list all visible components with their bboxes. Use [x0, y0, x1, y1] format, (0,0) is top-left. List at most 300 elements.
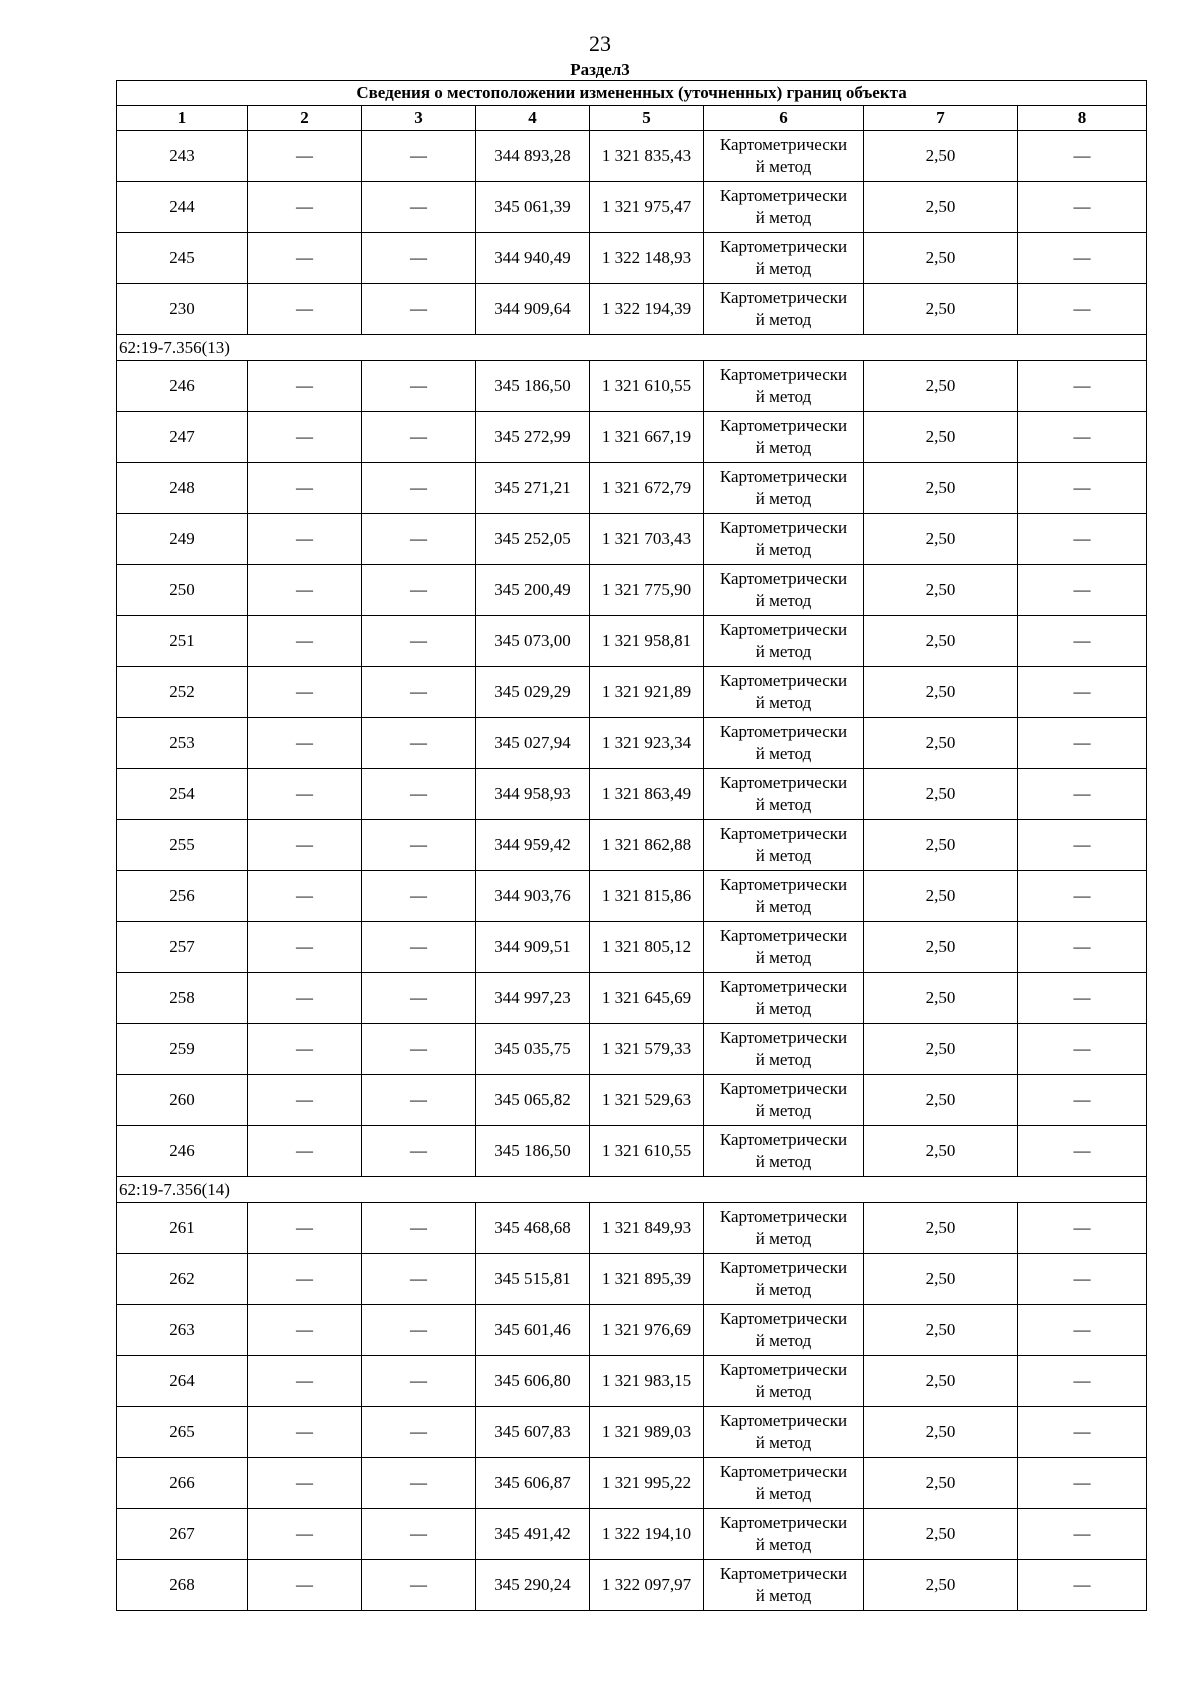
parcel-group-row [117, 1177, 1147, 1203]
coordinate-y: 1 322 194,10 [590, 1509, 704, 1560]
coordinate-y: 1 321 923,34 [590, 718, 704, 769]
empty-dash: — [362, 718, 476, 769]
empty-dash: — [248, 820, 362, 871]
method-line-1: Картометрически [719, 926, 848, 945]
empty-dash: — [248, 769, 362, 820]
coordinate-x: 345 607,83 [476, 1407, 590, 1458]
point-number: 256 [117, 871, 248, 922]
method-line-1: Картометрически [719, 1207, 848, 1226]
method-line-2: й метод [755, 489, 812, 508]
empty-dash: — [362, 1203, 476, 1254]
empty-dash: — [362, 361, 476, 412]
coordinate-y: 1 321 921,89 [590, 667, 704, 718]
coordinates-table [116, 80, 1147, 1611]
empty-dash: — [248, 1356, 362, 1407]
empty-dash: — [1018, 412, 1147, 463]
precision-value: 2,50 [864, 1458, 1018, 1509]
point-number: 267 [117, 1509, 248, 1560]
coordinate-x: 344 893,28 [476, 131, 590, 182]
determination-method [704, 973, 864, 1024]
method-line-1: Картометрически [719, 824, 848, 843]
point-number: 258 [117, 973, 248, 1024]
table-body [117, 131, 1147, 1611]
precision-value: 2,50 [864, 616, 1018, 667]
determination-method [704, 718, 864, 769]
table-row [117, 1458, 1147, 1509]
coordinate-y: 1 321 983,15 [590, 1356, 704, 1407]
precision-value: 2,50 [864, 769, 1018, 820]
empty-dash: — [1018, 820, 1147, 871]
method-line-2: й метод [755, 846, 812, 865]
column-numbers-row [117, 106, 1147, 131]
table-row [117, 667, 1147, 718]
determination-method [704, 616, 864, 667]
precision-value: 2,50 [864, 182, 1018, 233]
coordinate-x: 345 271,21 [476, 463, 590, 514]
empty-dash: — [362, 820, 476, 871]
method-line-2: й метод [755, 1433, 812, 1452]
coordinate-x: 345 606,87 [476, 1458, 590, 1509]
empty-dash: — [362, 973, 476, 1024]
empty-dash: — [362, 1407, 476, 1458]
empty-dash: — [1018, 233, 1147, 284]
coordinate-x: 344 909,51 [476, 922, 590, 973]
coordinate-y: 1 321 645,69 [590, 973, 704, 1024]
point-number: 259 [117, 1024, 248, 1075]
table-row [117, 871, 1147, 922]
empty-dash: — [1018, 718, 1147, 769]
precision-value: 2,50 [864, 233, 1018, 284]
point-number: 253 [117, 718, 248, 769]
empty-dash: — [248, 131, 362, 182]
method-line-2: й метод [755, 693, 812, 712]
empty-dash: — [1018, 769, 1147, 820]
method-line-1: Картометрически [719, 416, 848, 435]
column-number: 7 [864, 106, 1018, 131]
empty-dash: — [248, 182, 362, 233]
parcel-group-label: 62:19-7.356(14) [117, 1177, 1147, 1203]
empty-dash: — [362, 1075, 476, 1126]
table-row [117, 1509, 1147, 1560]
table-row [117, 922, 1147, 973]
point-number: 261 [117, 1203, 248, 1254]
method-line-1: Картометрически [719, 1513, 848, 1532]
method-line-2: й метод [755, 999, 812, 1018]
empty-dash: — [1018, 565, 1147, 616]
method-line-1: Картометрически [719, 620, 848, 639]
coordinate-y: 1 321 703,43 [590, 514, 704, 565]
coordinate-x: 344 909,64 [476, 284, 590, 335]
coordinate-y: 1 321 672,79 [590, 463, 704, 514]
coordinate-y: 1 321 835,43 [590, 131, 704, 182]
empty-dash: — [362, 514, 476, 565]
empty-dash: — [362, 667, 476, 718]
coordinate-y: 1 321 995,22 [590, 1458, 704, 1509]
coordinate-x: 345 186,50 [476, 1126, 590, 1177]
point-number: 264 [117, 1356, 248, 1407]
method-line-2: й метод [755, 948, 812, 967]
method-line-1: Картометрически [719, 875, 848, 894]
empty-dash: — [1018, 1305, 1147, 1356]
method-line-1: Картометрически [719, 1411, 848, 1430]
point-number: 260 [117, 1075, 248, 1126]
point-number: 249 [117, 514, 248, 565]
method-line-1: Картометрически [719, 135, 848, 154]
table-row [117, 131, 1147, 182]
determination-method [704, 1560, 864, 1611]
table-caption-row [117, 81, 1147, 106]
table-row [117, 820, 1147, 871]
empty-dash: — [362, 871, 476, 922]
coordinate-y: 1 322 097,97 [590, 1560, 704, 1611]
method-line-2: й метод [755, 157, 812, 176]
coordinate-y: 1 321 863,49 [590, 769, 704, 820]
determination-method [704, 182, 864, 233]
table-row [117, 718, 1147, 769]
determination-method [704, 922, 864, 973]
coordinate-x: 345 491,42 [476, 1509, 590, 1560]
method-line-2: й метод [755, 1331, 812, 1350]
precision-value: 2,50 [864, 1356, 1018, 1407]
method-line-2: й метод [755, 1586, 812, 1605]
method-line-2: й метод [755, 259, 812, 278]
empty-dash: — [1018, 616, 1147, 667]
column-number: 6 [704, 106, 864, 131]
coordinate-x: 344 958,93 [476, 769, 590, 820]
table-row [117, 463, 1147, 514]
point-number: 244 [117, 182, 248, 233]
empty-dash: — [362, 182, 476, 233]
empty-dash: — [1018, 1509, 1147, 1560]
empty-dash: — [248, 1126, 362, 1177]
column-number: 3 [362, 106, 476, 131]
method-line-1: Картометрически [719, 773, 848, 792]
coordinate-y: 1 321 815,86 [590, 871, 704, 922]
precision-value: 2,50 [864, 667, 1018, 718]
point-number: 230 [117, 284, 248, 335]
coordinate-y: 1 321 975,47 [590, 182, 704, 233]
method-line-2: й метод [755, 1280, 812, 1299]
empty-dash: — [248, 1075, 362, 1126]
empty-dash: — [248, 1254, 362, 1305]
point-number: 247 [117, 412, 248, 463]
empty-dash: — [1018, 1458, 1147, 1509]
point-number: 262 [117, 1254, 248, 1305]
table-row [117, 1560, 1147, 1611]
empty-dash: — [362, 1024, 476, 1075]
column-number: 5 [590, 106, 704, 131]
method-line-2: й метод [755, 1229, 812, 1248]
empty-dash: — [248, 1560, 362, 1611]
point-number: 246 [117, 361, 248, 412]
table-row [117, 1356, 1147, 1407]
coordinate-y: 1 321 579,33 [590, 1024, 704, 1075]
method-line-2: й метод [755, 1050, 812, 1069]
precision-value: 2,50 [864, 820, 1018, 871]
method-line-2: й метод [755, 591, 812, 610]
empty-dash: — [362, 922, 476, 973]
determination-method [704, 131, 864, 182]
point-number: 254 [117, 769, 248, 820]
coordinate-x: 345 061,39 [476, 182, 590, 233]
precision-value: 2,50 [864, 1407, 1018, 1458]
point-number: 266 [117, 1458, 248, 1509]
empty-dash: — [362, 769, 476, 820]
empty-dash: — [362, 284, 476, 335]
precision-value: 2,50 [864, 463, 1018, 514]
point-number: 248 [117, 463, 248, 514]
precision-value: 2,50 [864, 871, 1018, 922]
point-number: 250 [117, 565, 248, 616]
empty-dash: — [1018, 1254, 1147, 1305]
precision-value: 2,50 [864, 412, 1018, 463]
point-number: 246 [117, 1126, 248, 1177]
method-line-2: й метод [755, 795, 812, 814]
empty-dash: — [1018, 871, 1147, 922]
table-row [117, 233, 1147, 284]
coordinate-y: 1 321 610,55 [590, 1126, 704, 1177]
point-number: 265 [117, 1407, 248, 1458]
column-number: 2 [248, 106, 362, 131]
empty-dash: — [1018, 463, 1147, 514]
method-line-1: Картометрически [719, 1360, 848, 1379]
table-row [117, 1407, 1147, 1458]
point-number: 268 [117, 1560, 248, 1611]
coordinate-x: 345 515,81 [476, 1254, 590, 1305]
point-number: 263 [117, 1305, 248, 1356]
method-line-1: Картометрически [719, 365, 848, 384]
determination-method [704, 1075, 864, 1126]
precision-value: 2,50 [864, 131, 1018, 182]
method-line-1: Картометрически [719, 722, 848, 741]
column-number: 8 [1018, 106, 1147, 131]
coordinate-y: 1 322 194,39 [590, 284, 704, 335]
empty-dash: — [362, 1356, 476, 1407]
empty-dash: — [362, 616, 476, 667]
precision-value: 2,50 [864, 514, 1018, 565]
method-line-2: й метод [755, 1535, 812, 1554]
precision-value: 2,50 [864, 1024, 1018, 1075]
determination-method [704, 769, 864, 820]
empty-dash: — [362, 463, 476, 514]
coordinate-x: 345 606,80 [476, 1356, 590, 1407]
empty-dash: — [1018, 1024, 1147, 1075]
coordinate-x: 345 252,05 [476, 514, 590, 565]
coordinate-y: 1 321 775,90 [590, 565, 704, 616]
precision-value: 2,50 [864, 1254, 1018, 1305]
empty-dash: — [248, 1407, 362, 1458]
coordinate-y: 1 321 610,55 [590, 361, 704, 412]
empty-dash: — [248, 233, 362, 284]
coordinate-x: 345 272,99 [476, 412, 590, 463]
coordinate-y: 1 321 529,63 [590, 1075, 704, 1126]
empty-dash: — [248, 361, 362, 412]
empty-dash: — [248, 718, 362, 769]
coordinate-x: 344 903,76 [476, 871, 590, 922]
method-line-2: й метод [755, 540, 812, 559]
coordinate-y: 1 321 989,03 [590, 1407, 704, 1458]
coordinate-x: 344 997,23 [476, 973, 590, 1024]
method-line-1: Картометрически [719, 569, 848, 588]
table-row [117, 514, 1147, 565]
method-line-2: й метод [755, 438, 812, 457]
empty-dash: — [362, 1458, 476, 1509]
empty-dash: — [248, 463, 362, 514]
method-line-2: й метод [755, 744, 812, 763]
method-line-1: Картометрически [719, 186, 848, 205]
empty-dash: — [362, 1560, 476, 1611]
determination-method [704, 1407, 864, 1458]
coordinate-x: 345 601,46 [476, 1305, 590, 1356]
table-row [117, 1254, 1147, 1305]
method-line-1: Картометрически [719, 1079, 848, 1098]
empty-dash: — [248, 565, 362, 616]
parcel-group-label: 62:19-7.356(13) [117, 335, 1147, 361]
precision-value: 2,50 [864, 1203, 1018, 1254]
determination-method [704, 514, 864, 565]
point-number: 251 [117, 616, 248, 667]
empty-dash: — [1018, 361, 1147, 412]
method-line-1: Картометрически [719, 237, 848, 256]
empty-dash: — [1018, 1075, 1147, 1126]
determination-method [704, 1509, 864, 1560]
determination-method [704, 361, 864, 412]
determination-method [704, 1126, 864, 1177]
precision-value: 2,50 [864, 1509, 1018, 1560]
point-number: 245 [117, 233, 248, 284]
method-line-1: Картометрически [719, 518, 848, 537]
determination-method [704, 1254, 864, 1305]
coordinate-y: 1 321 958,81 [590, 616, 704, 667]
empty-dash: — [1018, 284, 1147, 335]
empty-dash: — [1018, 1203, 1147, 1254]
table-row [117, 973, 1147, 1024]
precision-value: 2,50 [864, 284, 1018, 335]
determination-method [704, 1203, 864, 1254]
table-row [117, 361, 1147, 412]
column-number: 4 [476, 106, 590, 131]
empty-dash: — [248, 1203, 362, 1254]
determination-method [704, 463, 864, 514]
empty-dash: — [248, 514, 362, 565]
parcel-group-row [117, 335, 1147, 361]
coordinate-y: 1 321 895,39 [590, 1254, 704, 1305]
coordinate-x: 344 940,49 [476, 233, 590, 284]
coordinate-x: 345 027,94 [476, 718, 590, 769]
precision-value: 2,50 [864, 922, 1018, 973]
empty-dash: — [362, 565, 476, 616]
empty-dash: — [1018, 667, 1147, 718]
empty-dash: — [1018, 1126, 1147, 1177]
coordinate-y: 1 321 862,88 [590, 820, 704, 871]
point-number: 243 [117, 131, 248, 182]
determination-method [704, 667, 864, 718]
table-row [117, 616, 1147, 667]
empty-dash: — [362, 1305, 476, 1356]
determination-method [704, 233, 864, 284]
table-row [117, 1126, 1147, 1177]
table-row [117, 182, 1147, 233]
coordinate-x: 345 065,82 [476, 1075, 590, 1126]
method-line-1: Картометрически [719, 1309, 848, 1328]
empty-dash: — [362, 1254, 476, 1305]
method-line-2: й метод [755, 310, 812, 329]
empty-dash: — [1018, 1356, 1147, 1407]
table-row [117, 565, 1147, 616]
coordinate-x: 345 468,68 [476, 1203, 590, 1254]
empty-dash: — [248, 973, 362, 1024]
coordinate-y: 1 321 805,12 [590, 922, 704, 973]
precision-value: 2,50 [864, 973, 1018, 1024]
method-line-2: й метод [755, 1484, 812, 1503]
method-line-1: Картометрически [719, 1028, 848, 1047]
empty-dash: — [248, 667, 362, 718]
precision-value: 2,50 [864, 1075, 1018, 1126]
table-row [117, 1305, 1147, 1356]
empty-dash: — [362, 131, 476, 182]
method-line-1: Картометрически [719, 1258, 848, 1277]
coordinate-y: 1 321 849,93 [590, 1203, 704, 1254]
empty-dash: — [1018, 1407, 1147, 1458]
determination-method [704, 1356, 864, 1407]
empty-dash: — [248, 871, 362, 922]
empty-dash: — [248, 1509, 362, 1560]
method-line-2: й метод [755, 387, 812, 406]
precision-value: 2,50 [864, 718, 1018, 769]
empty-dash: — [1018, 1560, 1147, 1611]
empty-dash: — [248, 284, 362, 335]
method-line-2: й метод [755, 1152, 812, 1171]
method-line-1: Картометрически [719, 1462, 848, 1481]
empty-dash: — [362, 412, 476, 463]
coordinate-x: 345 029,29 [476, 667, 590, 718]
coordinate-y: 1 321 976,69 [590, 1305, 704, 1356]
coordinate-x: 345 186,50 [476, 361, 590, 412]
method-line-2: й метод [755, 1382, 812, 1401]
determination-method [704, 284, 864, 335]
point-number: 252 [117, 667, 248, 718]
precision-value: 2,50 [864, 1126, 1018, 1177]
empty-dash: — [1018, 922, 1147, 973]
empty-dash: — [1018, 514, 1147, 565]
empty-dash: — [362, 1509, 476, 1560]
method-line-2: й метод [755, 208, 812, 227]
method-line-2: й метод [755, 897, 812, 916]
table-row [117, 1024, 1147, 1075]
empty-dash: — [248, 412, 362, 463]
coordinate-y: 1 321 667,19 [590, 412, 704, 463]
table-row [117, 412, 1147, 463]
method-line-1: Картометрически [719, 467, 848, 486]
page-number: 23 [589, 31, 611, 56]
coordinate-x: 345 200,49 [476, 565, 590, 616]
determination-method [704, 565, 864, 616]
empty-dash: — [1018, 973, 1147, 1024]
table-row [117, 284, 1147, 335]
determination-method [704, 1305, 864, 1356]
empty-dash: — [1018, 182, 1147, 233]
empty-dash: — [248, 922, 362, 973]
empty-dash: — [248, 616, 362, 667]
determination-method [704, 871, 864, 922]
method-line-2: й метод [755, 1101, 812, 1120]
empty-dash: — [1018, 131, 1147, 182]
empty-dash: — [362, 233, 476, 284]
empty-dash: — [248, 1458, 362, 1509]
table-row [117, 769, 1147, 820]
point-number: 257 [117, 922, 248, 973]
precision-value: 2,50 [864, 565, 1018, 616]
